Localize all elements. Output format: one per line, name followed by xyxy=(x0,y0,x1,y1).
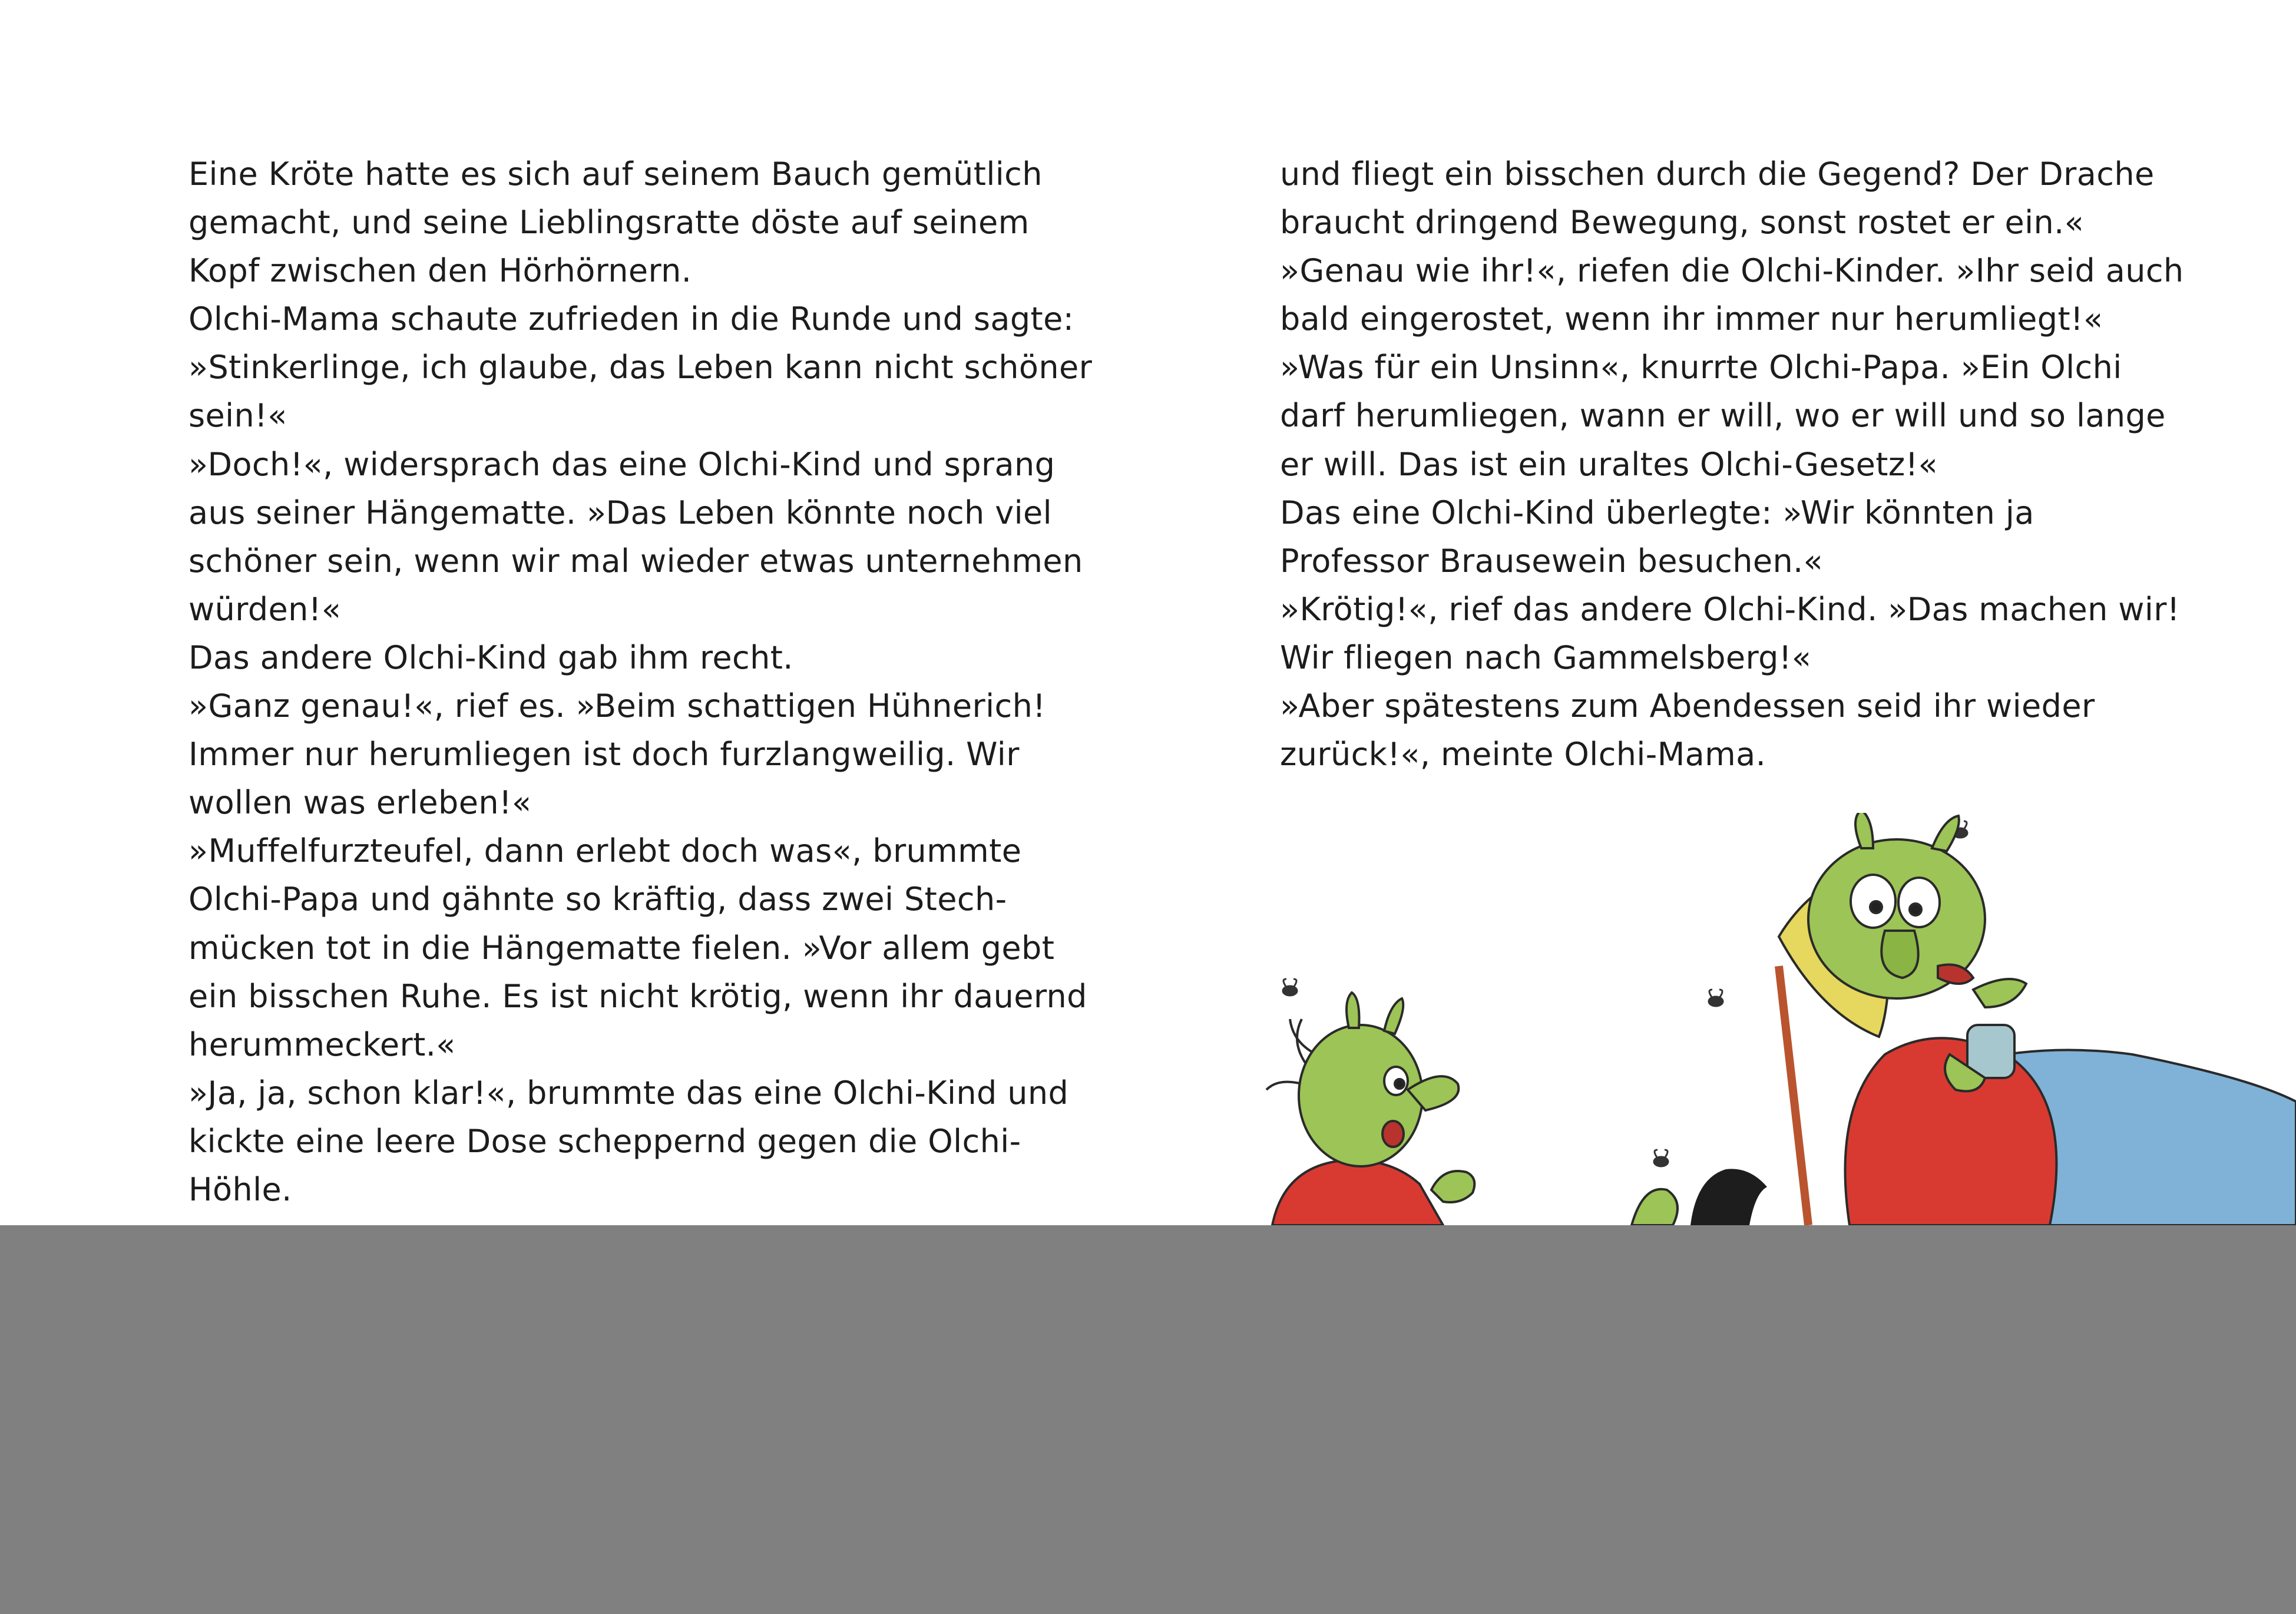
text-line: und fliegt ein bisschen durch die Gegend? Der Drache xyxy=(1280,156,2155,193)
olchi-papa xyxy=(1779,813,2296,1225)
text-line: schöner sein, wenn wir mal wieder etwas unternehmen xyxy=(188,542,1083,580)
text-line: »Ganz genau!«, rief es. »Beim schattigen Hühnerich! xyxy=(188,687,1046,725)
fly-icon xyxy=(1283,979,1297,995)
text-line: Höhle. xyxy=(188,1170,292,1208)
text-line: »Doch!«, widersprach das eine Olchi-Kind und sprang xyxy=(188,445,1056,483)
text-line: zurück!«, meinte Olchi-Mama. xyxy=(1280,736,1766,773)
left-page xyxy=(0,0,1148,1225)
text-line: »Ja, ja, schon klar!«, brummte das eine Olchi-Kind und xyxy=(188,1074,1069,1112)
left-page-text xyxy=(188,150,1093,1214)
text-line: aus seiner Hängematte. »Das Leben könnte noch viel xyxy=(188,494,1053,531)
text-line: Das eine Olchi-Kind überlegte: »Wir könnten ja xyxy=(1280,494,2034,531)
text-line: Olchi-Papa und gähnte so kräftig, dass zwei Stech- xyxy=(188,881,1007,918)
text-line: darf herumliegen, wann er will, wo er will und so lange xyxy=(1280,397,2166,435)
text-line: wollen was erleben!« xyxy=(188,784,532,822)
text-line: Kopf zwischen den Hörhörnern. xyxy=(188,252,692,290)
text-line: kickte eine leere Dose scheppernd gegen die Olchi- xyxy=(188,1122,1021,1160)
text-line: mücken tot in die Hängematte fielen. »Vor allem gebt xyxy=(188,929,1055,967)
deck-chair xyxy=(1779,966,1808,1225)
text-line: bald eingerostet, wenn ihr immer nur herumliegt!« xyxy=(1280,300,2103,338)
text-line: »Was für ein Unsinn«, knurrte Olchi-Papa. »Ein Olchi xyxy=(1280,349,2122,386)
text-line: ein bisschen Ruhe. Es ist nicht krötig, wenn ihr dauernd xyxy=(188,977,1087,1015)
grey-band xyxy=(0,1225,2296,1614)
text-line: er will. Das ist ein uraltes Olchi-Gesetz!« xyxy=(1280,445,1938,483)
frog-icon xyxy=(1632,1189,1678,1225)
crow-icon xyxy=(1690,1169,1767,1225)
olchi-illustration xyxy=(1261,813,2296,1225)
text-line: »Aber spätestens zum Abendessen seid ihr wieder xyxy=(1280,687,2095,725)
text-line: Eine Kröte hatte es sich auf seinem Bauch gemütlich xyxy=(188,156,1043,193)
right-page-text xyxy=(1280,150,2184,779)
text-line: »Genau wie ihr!«, riefen die Olchi-Kinder. »Ihr seid auch xyxy=(1280,252,2184,290)
text-line: sein!« xyxy=(188,397,287,435)
text-line: gemacht, und seine Lieblingsratte döste auf seinem xyxy=(188,204,1030,242)
text-line: »Krötig!«, rief das andere Olchi-Kind. »Das machen wir! xyxy=(1280,590,2180,628)
text-line: würden!« xyxy=(188,590,342,628)
text-line: Olchi-Mama schaute zufrieden in die Runde und sagte: xyxy=(188,300,1074,338)
text-line: Immer nur herumliegen ist doch furzlangweilig. Wir xyxy=(188,736,1020,773)
text-line: herummeckert.« xyxy=(188,1026,456,1063)
fly-icon xyxy=(1654,1150,1668,1166)
olchi-child xyxy=(1266,993,1474,1225)
text-line: braucht dringend Bewegung, sonst rostet er ein.« xyxy=(1280,204,2085,242)
text-line: »Stinkerlinge, ich glaube, das Leben kann nicht schöner xyxy=(188,349,1093,386)
text-line: »Muffelfurzteufel, dann erlebt doch was«, brummte xyxy=(188,832,1022,870)
text-line: Das andere Olchi-Kind gab ihm recht. xyxy=(188,639,793,676)
text-line: Wir fliegen nach Gammelsberg!« xyxy=(1280,639,1812,676)
fly-icon xyxy=(1709,990,1723,1006)
text-line: Professor Brausewein besuchen.« xyxy=(1280,542,1824,580)
